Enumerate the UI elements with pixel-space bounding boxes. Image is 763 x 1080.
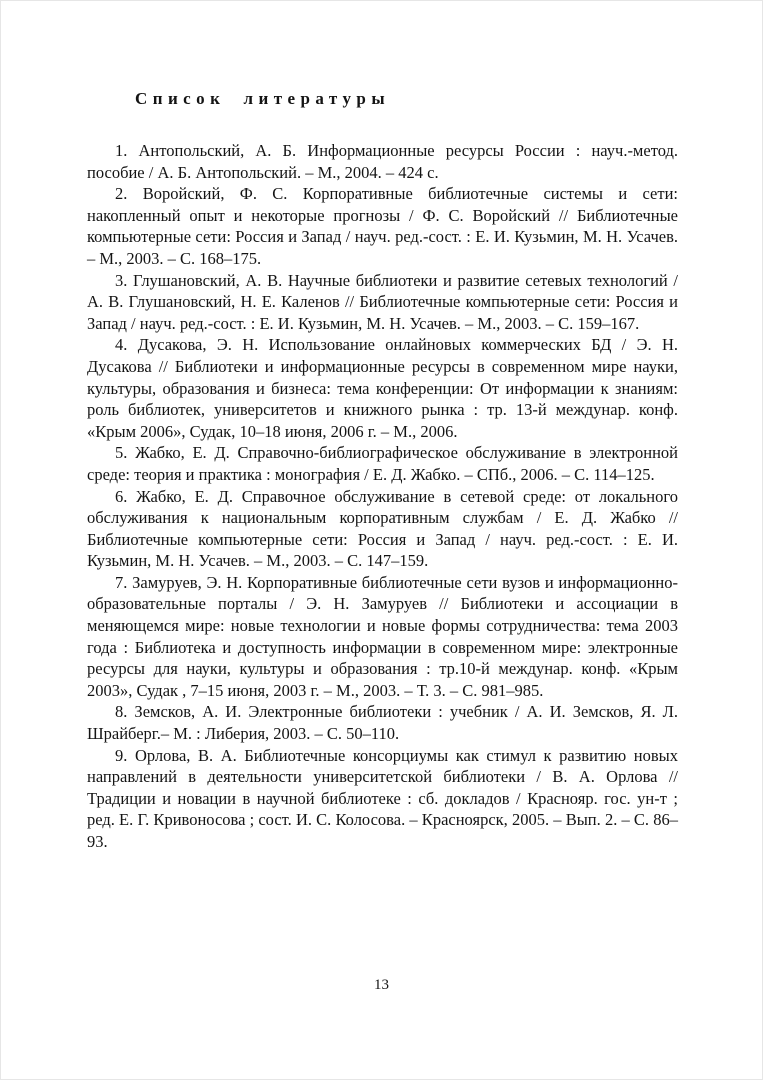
reference-item: 3. Глушановский, А. В. Научные библиотеки и развитие сетевых технологий / А. В. Глушановский, Н. Е. Каленов // Библиотечные компьютерные сети: Россия и Запад / науч. ред.-сост. : Е. И. Кузьмин, М. Н. Усачев. – М., 2003. – С. 159–167. <box>87 270 678 333</box>
reference-item: 7. Замуруев, Э. Н. Корпоративные библиотечные сети вузов и информационно-образовательные порталы / Э. Н. Замуруев // Библиотеки и ассоциации в меняющемся мире: новые технологии и новые формы сотрудничества: тема 2003 года : Библиотека и доступность информации в современном мире: электронные ресурсы для науки, культуры и образования : тр.10-й междунар. конф. «Крым 2003», Судак , 7–15 июня, 2003 г. – М., 2003. – Т. 3. – С. 981–985. <box>87 572 678 700</box>
page-title: Список литературы <box>135 89 391 108</box>
page-number: 13 <box>374 977 389 993</box>
reference-item: 8. Земсков, А. И. Электронные библиотеки : учебник / А. И. Земсков, Я. Л. Шрайберг.– М. : Либерия, 2003. – С. 50–110. <box>87 702 678 744</box>
reference-item: 1. Антопольский, А. Б. Информационные ресурсы России : науч.-метод. пособие / А. Б. Антопольский. – М., 2004. – 424 с. <box>87 141 678 182</box>
reference-item: 5. Жабко, Е. Д. Справочно-библиографическое обслуживание в электронной среде: теория и практика : монография / Е. Д. Жабко. – СПб., 2006. – С. 114–125. <box>87 443 678 484</box>
reference-item: 9. Орлова, В. А. Библиотечные консорциумы как стимул к развитию новых направлений в деятельности университетской библиотеки / В. А. Орлова // Традиции и новации в научной библиотеке : сб. докладов / Краснояр. гос. ун-т ; ред. Е. Г. Кривоносова ; сост. И. С. Колосова. – Красноярск, 2005. – Вып. 2. – С. 86–93. <box>87 745 678 851</box>
reference-item: 2. Воройский, Ф. С. Корпоративные библиотечные системы и сети: накопленный опыт и некоторые прогнозы / Ф. С. Воройский // Библиотечные компьютерные сети: Россия и Запад / науч. ред.-сост. : Е. И. Кузьмин, М. Н. Усачев. – М., 2003. – С. 168–175. <box>87 184 678 268</box>
reference-list <box>87 140 678 853</box>
reference-item: 6. Жабко, Е. Д. Справочное обслуживание в сетевой среде: от локального обслуживания к национальным корпоративным службам / Е. Д. Жабко // Библиотечные компьютерные сети: Россия и Запад / науч. ред.-сост. : Е. И. Кузьмин, М. Н. Усачев. – М., 2003. – С. 147–159. <box>87 486 678 571</box>
reference-item: 4. Дусакова, Э. Н. Использование онлайновых коммерческих БД / Э. Н. Дусакова // Библиотеки и информационные ресурсы в современном мире науки, культуры, образования и бизнеса: тема конференции: От информации к знаниям: роль библиотек, университетов и книжного рынка : тр. 13-й междунар. конф. «Крым 2006», Судак, 10–18 июня, 2006 г. – М., 2006. <box>87 335 678 441</box>
